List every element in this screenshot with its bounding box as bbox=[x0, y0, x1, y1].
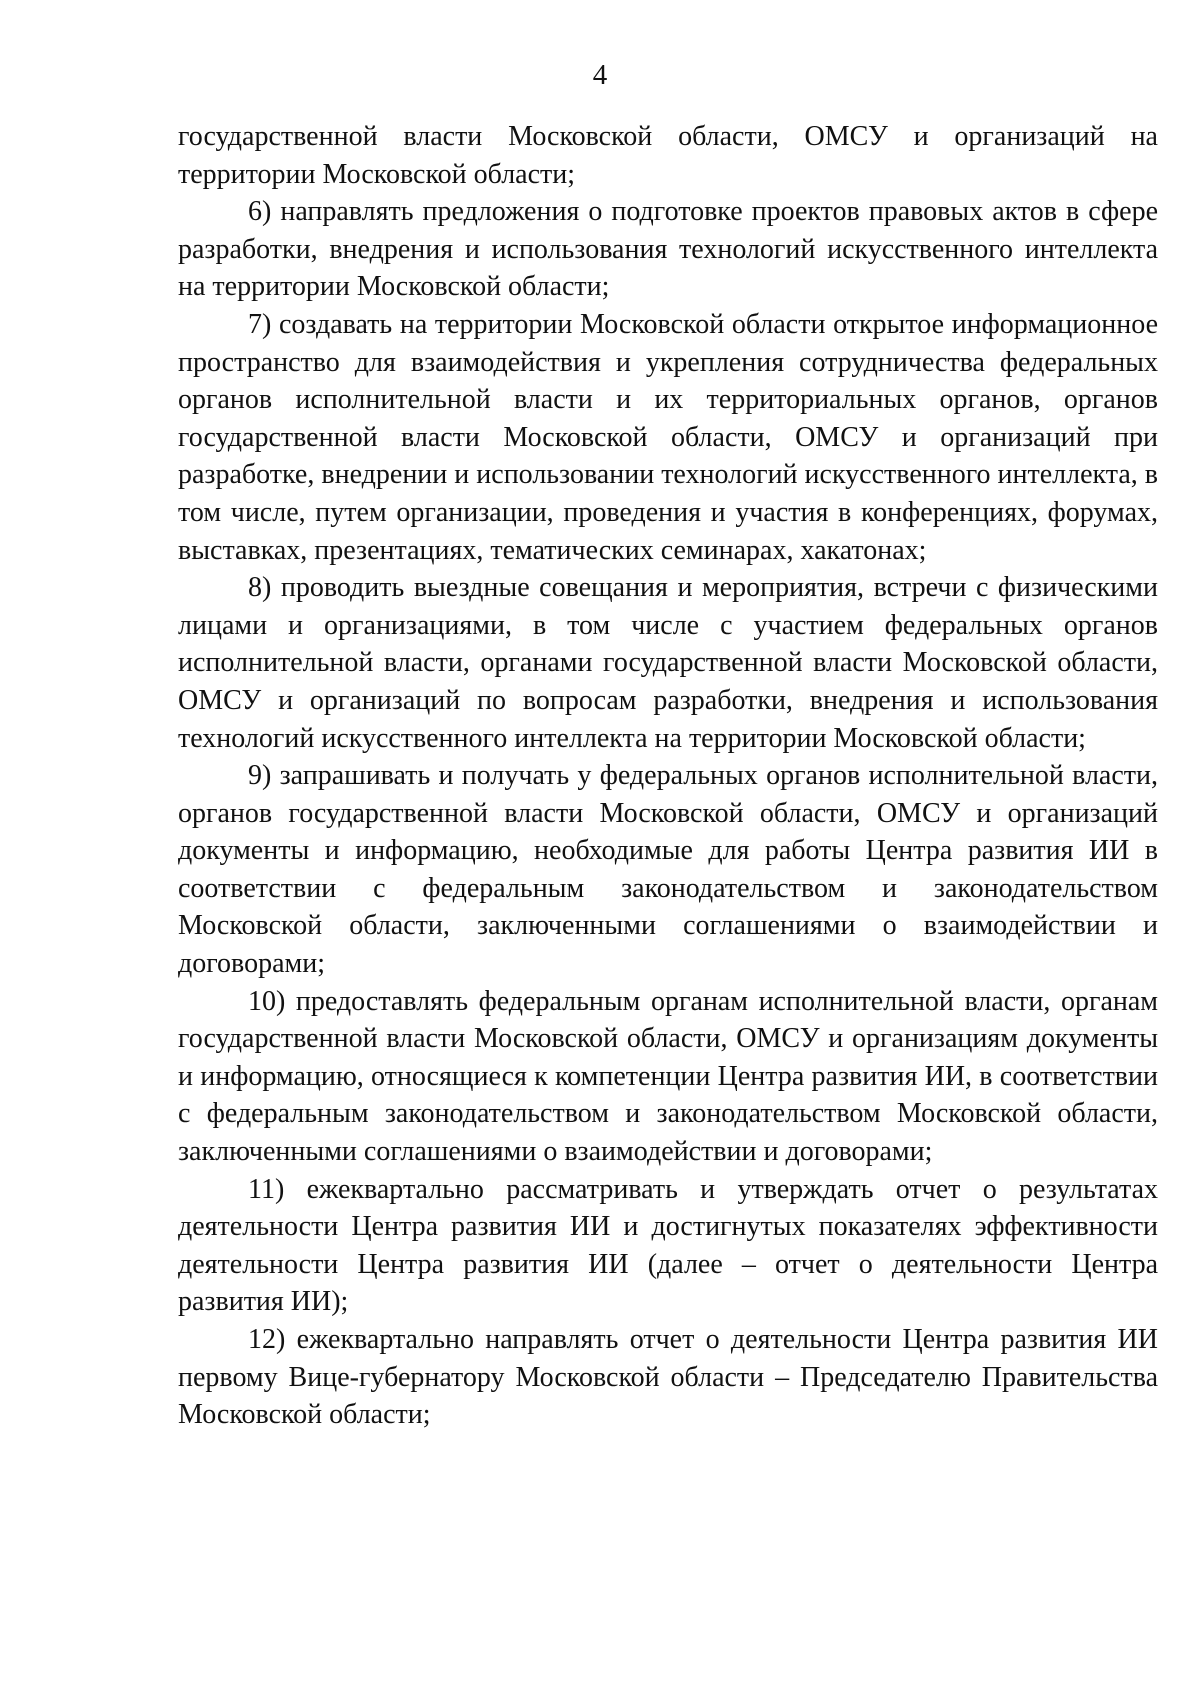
list-item-6: 6) направлять предложения о подготовке проектов правовых актов в сфере разработки, внедрения и использования технологий искусственного интеллекта на территории Московской области; bbox=[178, 196, 1158, 303]
list-item-8: 8) проводить выездные совещания и мероприятия, встречи с физическими лицами и организациями, в том числе с участием федеральных органов исполнительной власти, органами государственной власти Московской области, ОМСУ и организаций по вопросам разработки, внедрения и использования технологий искусственного интеллекта на территории Московской области; bbox=[178, 572, 1158, 754]
list-item-11: 11) ежеквартально рассматривать и утверждать отчет о результатах деятельности Центра развития ИИ и достигнутых показателях эффективности деятельности Центра развития ИИ (далее – отчет о деятельности Центра развития ИИ); bbox=[178, 1173, 1158, 1318]
list-item-7: 7) создавать на территории Московской области открытое информационное пространство для взаимодействия и укрепления сотрудничества федеральных органов исполнительной власти и их территориальных органов, органов государственной власти Московской области, ОМСУ и организаций при разработке, внедрении и использовании технологий искусственного интеллекта, в том числе, путем организации, проведения и участия в конференциях, форумах, выставках, презентациях, тематических семинарах, хакатонах; bbox=[178, 308, 1158, 566]
paragraph-continuation: государственной власти Московской области, ОМСУ и организаций на территории Московской области; bbox=[178, 121, 1158, 190]
document-body bbox=[178, 118, 1158, 1434]
list-item-12: 12) ежеквартально направлять отчет о деятельности Центра развития ИИ первому Вице-губернатору Московской области – Председателю Правительства Московской области; bbox=[178, 1324, 1158, 1431]
page-number: 4 bbox=[592, 59, 608, 91]
list-item-10: 10) предоставлять федеральным органам исполнительной власти, органам государственной власти Московской области, ОМСУ и организациям документы и информацию, относящиеся к компетенции Центра развития ИИ, в соответствии с федеральным законодательством и законодательством Московской области, заключенными соглашениями о взаимодействии и договорами; bbox=[178, 985, 1158, 1168]
list-item-9: 9) запрашивать и получать у федеральных органов исполнительной власти, органов государственной власти Московской области, ОМСУ и организаций документы и информацию, необходимые для работы Центра развития ИИ в соответствии с федеральным законодательством и законодательством Московской области, заключенными соглашениями о взаимодействии и договорами; bbox=[178, 760, 1158, 980]
